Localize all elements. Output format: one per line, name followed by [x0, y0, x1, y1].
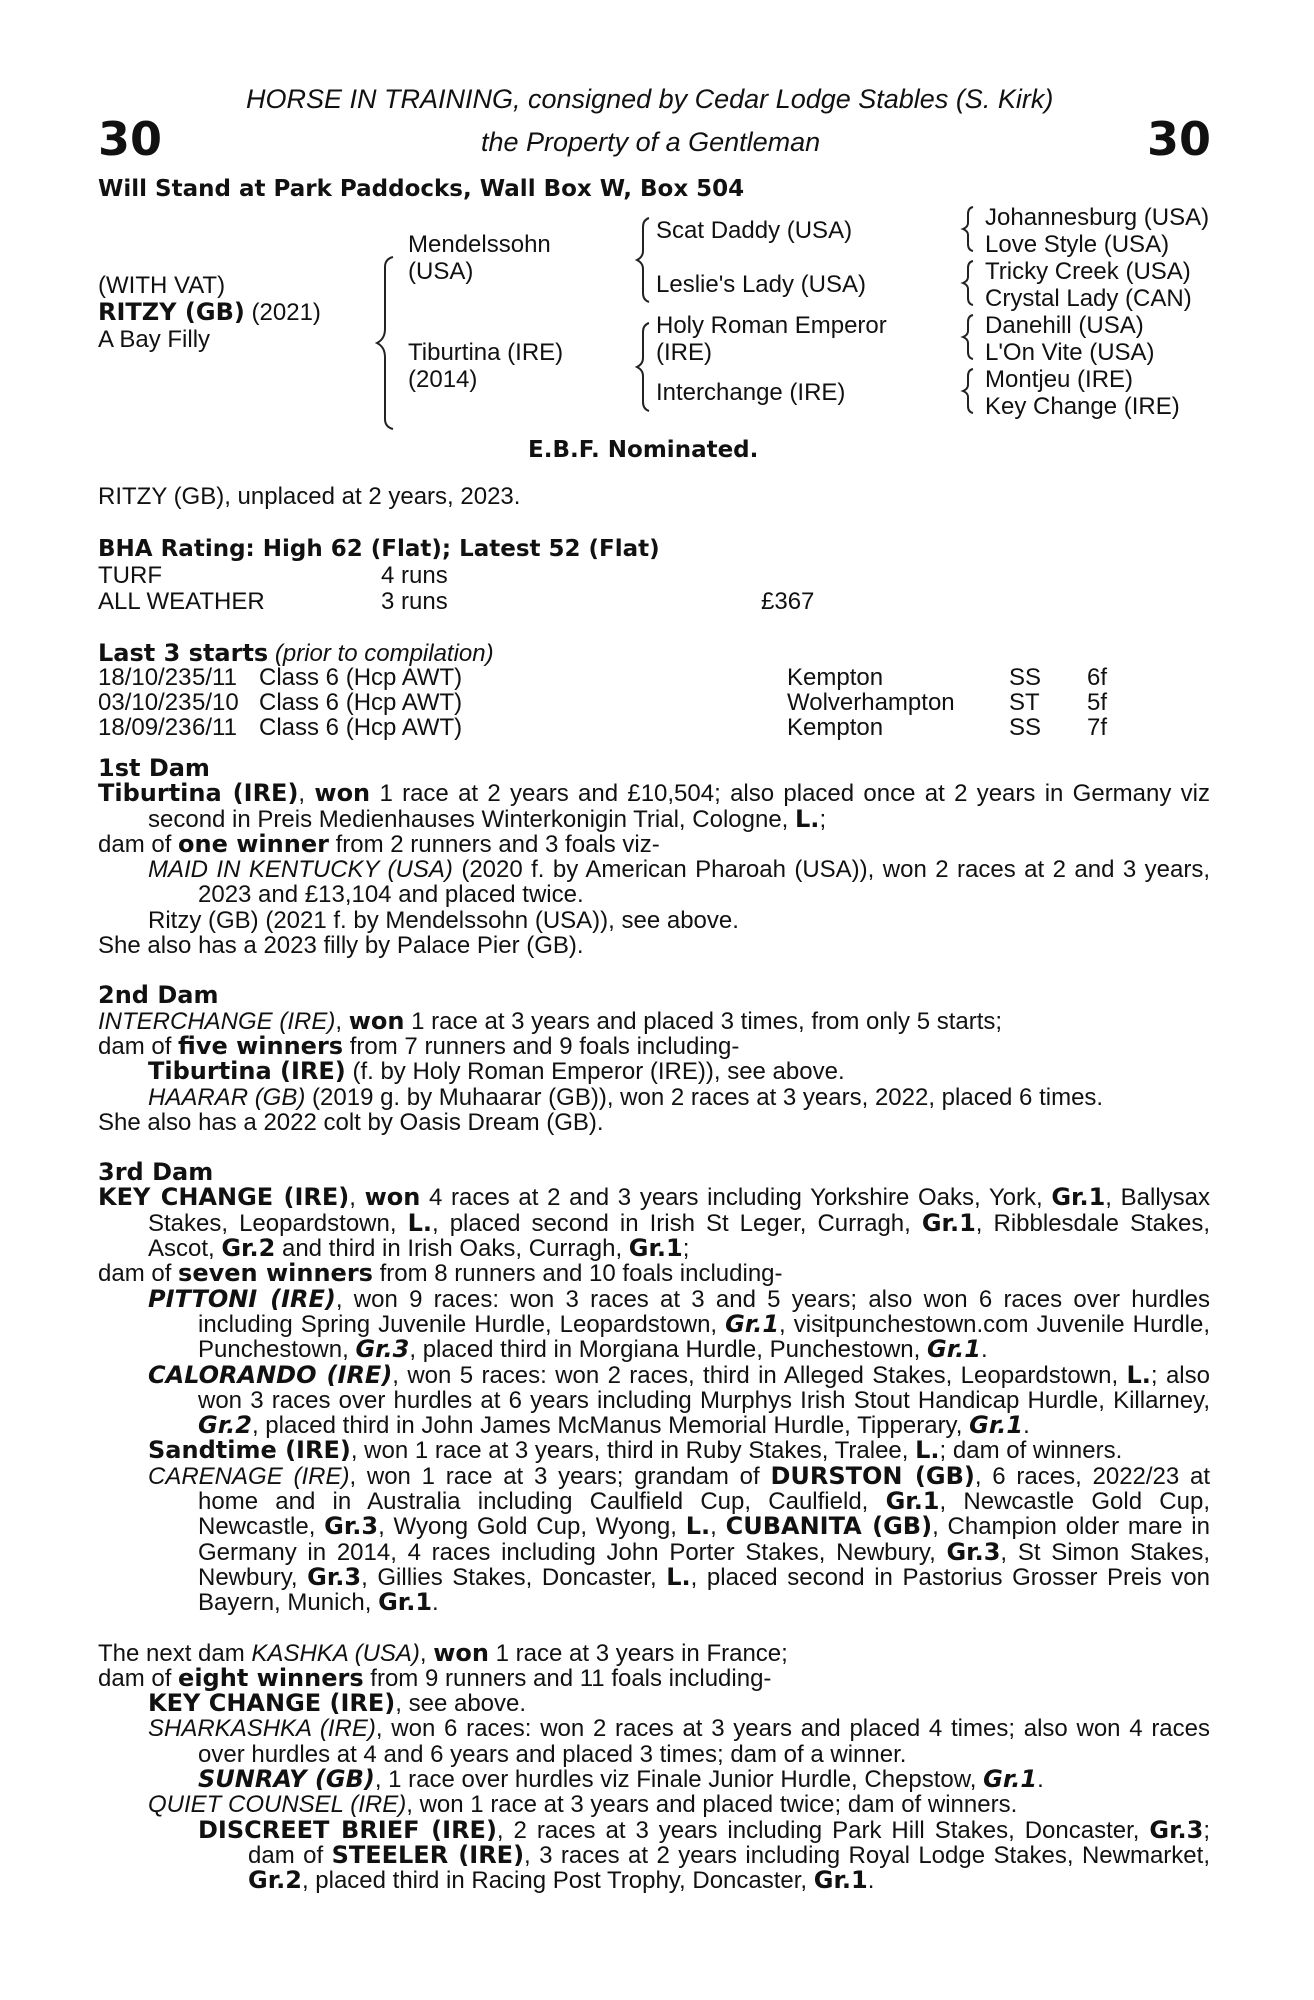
winners-count: five winners [178, 1031, 344, 1060]
pedigree-g3: Crystal Lady (CAN) [985, 285, 1192, 312]
second-dam-produce-intro [98, 1031, 1210, 1060]
dam-of: dam of [98, 1664, 179, 1692]
punct: . [1037, 1765, 1044, 1793]
pedigree-sire-sire: Scat Daddy (USA) [656, 217, 853, 244]
produce-text: , see above. [395, 1690, 527, 1718]
produce-text: from 8 runners and 10 foals including- [372, 1260, 783, 1288]
produce-name: Sandtime (IRE) [148, 1436, 351, 1465]
pedigree-g6: Montjeu (IRE) [985, 366, 1134, 393]
pedigree-bracket-2b [633, 320, 655, 415]
produce-sandtime [98, 1438, 1210, 1463]
start-going: ST [1009, 689, 1040, 716]
pedigree-bracket-3c [959, 312, 979, 362]
pedigree-bracket-3a [959, 204, 979, 254]
grade-label: L. [795, 804, 820, 833]
start-date: 18/10/23 [98, 664, 192, 691]
pedigree-g7: Key Change (IRE) [985, 393, 1180, 420]
produce-text: , 1 race over hurdles viz Finale Junior Hurdle, Chepstow, [374, 1765, 984, 1793]
winners-count: seven winners [178, 1259, 373, 1288]
sire-name: Mendelssohn [408, 231, 551, 258]
record-text: The next dam [98, 1639, 252, 1667]
first-dam-text: 1 race at 2 years and £10,504; also placed once at 2 years in Germany viz second in Preis Medienhauses Winterkonigin Trial, Cologne, [148, 780, 1210, 833]
record-text: and third in Irish Oaks, Curragh, [275, 1235, 629, 1263]
produce-name: MAID IN KENTUCKY (USA) [148, 856, 453, 884]
start-distance: 6f [1087, 664, 1108, 691]
produce-name: CARENAGE (IRE) [148, 1462, 350, 1490]
bha-rating: BHA Rating: High 62 (Flat); Latest 52 (Flat) [98, 536, 660, 562]
produce-text: , won 6 races: won 2 races at 3 years and placed 4 times; also won 4 races over hurdles at 4 and 6 years and placed 3 times; dam of a winner. [198, 1715, 1211, 1768]
pedigree-g0: Johannesburg (USA) [985, 204, 1210, 231]
produce-text: , 2 races at 3 years including Park Hill Stakes, Doncaster, [496, 1816, 1150, 1844]
start-class: Class 6 (Hcp AWT) [259, 714, 463, 741]
pedigree-bracket-3b [959, 258, 979, 308]
produce-text: ; dam of winners. [939, 1437, 1123, 1465]
dam-year: (2014) [408, 366, 478, 393]
produce-text: , Newcastle Gold Cup, Newcastle, [198, 1488, 1210, 1541]
pedigree-bracket-1 [371, 253, 401, 433]
dam-of: dam of [98, 1032, 179, 1060]
record-text: , Ballysax Stakes, Leopardstown, [148, 1184, 1210, 1237]
produce-carenage [98, 1461, 1211, 1617]
produce-name: PITTONI (IRE) [148, 1284, 336, 1313]
table-row [98, 690, 1107, 715]
pedigree-bracket-3d [959, 366, 979, 416]
produce-text: from 2 runners and 3 foals viz- [328, 830, 660, 858]
produce-text: (f. by Holy Roman Emperor (IRE)), see above. [345, 1058, 845, 1086]
grade-label: Gr.1 [885, 1487, 940, 1516]
stand-line: Will Stand at Park Paddocks, Wall Box W, Box 504 [98, 176, 745, 202]
consignor-line: HORSE IN TRAINING, consigned by Cedar Lodge Stables (S. Kirk) [246, 84, 1054, 114]
grade-label: Gr.2 [221, 1234, 276, 1263]
aw-label: ALL WEATHER [98, 588, 265, 615]
produce-discreet-brief [98, 1815, 1210, 1895]
horse-name: RITZY (GB) [98, 298, 245, 326]
produce-name: DURSTON (GB) [770, 1461, 975, 1490]
produce-name: Tiburtina (IRE) [148, 1057, 346, 1086]
produce-name: HAARAR (GB) [148, 1083, 306, 1111]
record-text: 1 race at 3 years in France; [489, 1639, 788, 1667]
winners-count: eight winners [178, 1663, 364, 1692]
third-dam-produce-intro [98, 1261, 1210, 1286]
start-position: 5/11 [192, 664, 237, 691]
horse-identity [98, 299, 321, 326]
table-row [98, 665, 1107, 690]
produce-text: , placed third in John James McManus Memorial Hurdle, Tipperary, [251, 1412, 970, 1440]
dam-sire-country: (IRE) [656, 339, 712, 366]
produce-text: , won 9 races: won 3 races at 3 and 5 years; also won 6 races over hurdles including Spring Juvenile Hurdle, Leopardstown, [198, 1285, 1211, 1338]
produce-text: ; also won 3 races over hurdles at 6 years including Murphys Irish Stout Handicap Hurdle, Killarney, [198, 1361, 1210, 1414]
produce-text: (2019 g. by Muhaarar (GB)), won 2 races at 3 years, 2022, placed 6 times. [305, 1083, 1104, 1111]
produce-text: , St Simon Stakes, Newbury, [198, 1538, 1211, 1591]
start-position: 5/10 [192, 689, 239, 716]
first-dam-also: She also has a 2023 filly by Palace Pier (GB). [98, 932, 584, 960]
record-text: 4 races at 2 and 3 years including Yorkshire Oaks, York, [420, 1184, 1052, 1212]
won-label: won [314, 779, 371, 808]
second-dam-produce-2 [98, 1085, 1210, 1110]
pedigree-bracket-2a [633, 215, 655, 305]
pedigree-dam [408, 339, 563, 393]
produce-name: KEY CHANGE (IRE) [148, 1689, 396, 1718]
pedigree-g1: Love Style (USA) [985, 231, 1170, 258]
grade-label: L. [666, 1562, 691, 1591]
punct: ; [819, 805, 827, 833]
horse-description: A Bay Filly [98, 326, 211, 353]
produce-text: , placed second in Pastorius Grosser Preis von Bayern, Munich, [198, 1563, 1210, 1617]
second-dam-produce-1 [98, 1059, 1210, 1084]
vat-note: (WITH VAT) [98, 272, 226, 299]
grade-label: Gr.2 [248, 1866, 302, 1895]
last-starts-heading [98, 640, 494, 667]
start-class: Class 6 (Hcp AWT) [259, 689, 463, 716]
won-label: won [433, 1638, 489, 1667]
pedigree-sire-dam: Leslie's Lady (USA) [656, 271, 866, 298]
start-distance: 5f [1087, 689, 1108, 716]
first-dam-record: Tiburtina (IRE), won 1 race at 2 years and £10,504; also placed once at 2 years in Germany viz second in Preis Medienhauses Winterkonigin Trial, Cologne, L.; [98, 779, 1210, 833]
first-dam-produce-1 [98, 857, 1210, 908]
pedigree-g5: L'On Vite (USA) [985, 339, 1155, 366]
produce-text: from 7 runners and 9 foals including- [343, 1032, 740, 1060]
ebf-note: E.B.F. Nominated. [528, 437, 759, 463]
last-starts-note: (prior to compilation) [274, 640, 494, 667]
third-dam-name: KEY CHANGE (IRE) [98, 1183, 350, 1212]
produce-name: SUNRAY (GB) [198, 1764, 375, 1793]
grade-label: Gr.1 [628, 1234, 683, 1263]
won-label: won [364, 1183, 421, 1212]
grade-label: L. [685, 1512, 711, 1541]
punct: . [1023, 1412, 1030, 1440]
last-starts-table [98, 665, 1107, 740]
produce-sunray [98, 1764, 1210, 1793]
punct: . [980, 1336, 988, 1364]
punct: . [432, 1589, 439, 1617]
start-position: 6/11 [192, 714, 237, 741]
table-row [98, 715, 1107, 740]
third-dam-heading: 3rd Dam [98, 1158, 214, 1187]
produce-text: , 6 races, 2022/23 at home and in Australia including Caulfield Cup, Caulfield, [198, 1462, 1211, 1516]
produce-text: , placed third in Racing Post Trophy, Doncaster, [301, 1867, 814, 1895]
produce-text: , visitpunchestown.com Juvenile Hurdle, Punchestown, [198, 1310, 1210, 1364]
produce-text: , Wyong Gold Cup, Wyong, [378, 1513, 686, 1541]
produce-text: , won 1 race at 3 years and placed twice; dam of winners. [406, 1791, 1018, 1819]
produce-keychange [98, 1691, 1210, 1716]
winners-count: one winner [178, 829, 329, 858]
next-dam-produce-intro [98, 1663, 1210, 1692]
produce-name: CALORANDO (IRE) [148, 1360, 393, 1389]
second-dam-heading: 2nd Dam [98, 981, 219, 1010]
horse-year: (2021) [251, 299, 321, 326]
produce-text: , 3 races at 2 years including Royal Lodge Stakes, Newmarket, [524, 1841, 1210, 1869]
produce-text: , won 5 races: won 2 races, third in Alleged Stakes, Leopardstown, [392, 1361, 1127, 1389]
dam-name: Tiburtina (IRE) [408, 339, 564, 366]
produce-calorando [98, 1360, 1210, 1440]
race-summary: RITZY (GB), unplaced at 2 years, 2023. [98, 483, 521, 510]
sire-country: (USA) [408, 258, 474, 285]
grade-label: Gr.2 [198, 1411, 252, 1440]
pedigree-g4: Danehill (USA) [985, 312, 1144, 339]
produce-text: , won 1 race at 3 years; grandam of [349, 1462, 771, 1490]
won-label: won [348, 1006, 405, 1035]
grade-label: Gr.1 [1051, 1183, 1106, 1212]
dam-sections [98, 756, 1210, 1893]
aw-prize: £367 [761, 588, 815, 615]
next-dam-name: KASHKA (USA) [251, 1639, 420, 1667]
start-going: SS [1009, 664, 1042, 691]
grade-label: Gr.3 [946, 1537, 1001, 1566]
aw-runs: 3 runs [381, 588, 448, 615]
produce-name: SHARKASHKA (IRE) [148, 1715, 376, 1743]
grade-label: Gr.3 [355, 1335, 410, 1364]
first-dam-produce-intro [98, 829, 1210, 858]
start-date: 03/10/23 [98, 689, 192, 716]
lot-number-left: 30 [98, 112, 163, 166]
grade-label: Gr.3 [1149, 1815, 1204, 1844]
punct: ; [682, 1235, 690, 1263]
produce-text: , placed third in Morgiana Hurdle, Punchestown, [409, 1336, 927, 1364]
grade-label: Gr.1 [921, 1208, 976, 1237]
second-dam-also: She also has a 2022 colt by Oasis Dream (GB). [98, 1108, 604, 1136]
produce-name: QUIET COUNSEL (IRE) [148, 1791, 407, 1819]
first-dam-name: Tiburtina (IRE) [98, 779, 299, 808]
turf-runs: 4 runs [381, 562, 448, 589]
grade-label: L. [407, 1208, 432, 1237]
third-dam-record: KEY CHANGE (IRE), won 4 races at 2 and 3 years including Yorkshire Oaks, York, Gr.1, Ballysax Stakes, Leopardstown, L., placed second in Irish St Leger, Curragh, Gr.1, Ribblesdale Stakes, Ascot, Gr.2 and third in Irish Oaks, Curragh, Gr.1; [98, 1183, 1210, 1263]
grade-label: L. [915, 1436, 940, 1465]
grade-label: Gr.1 [983, 1764, 1038, 1793]
pedigree-g2: Tricky Creek (USA) [985, 258, 1191, 285]
grade-label: L. [1126, 1360, 1151, 1389]
second-dam-record: INTERCHANGE (IRE), won 1 race at 3 years and placed 3 times, from only 5 starts; [98, 1006, 1003, 1035]
grade-label: Gr.3 [324, 1512, 379, 1541]
produce-text: , Gillies Stakes, Doncaster, [361, 1563, 667, 1591]
grade-label: Gr.1 [969, 1411, 1024, 1440]
record-text: , Ribblesdale Stakes, Ascot, [148, 1209, 1210, 1263]
last-starts-title: Last 3 starts [98, 639, 269, 667]
first-dam-produce-2: Ritzy (GB) (2021 f. by Mendelssohn (USA)), see above. [148, 906, 739, 934]
record-text: , placed second in Irish St Leger, Curragh, [431, 1209, 922, 1237]
produce-name: DISCREET BRIEF (IRE) [198, 1815, 497, 1844]
start-course: Wolverhampton [787, 689, 955, 716]
start-distance: 7f [1087, 714, 1108, 741]
first-dam-heading: 1st Dam [98, 754, 210, 782]
grade-label: Gr.1 [378, 1588, 433, 1617]
start-course: Kempton [787, 664, 884, 691]
grade-label: Gr.1 [813, 1866, 868, 1895]
produce-pittoni [98, 1284, 1211, 1364]
dam-sire-name: Holy Roman Emperor [656, 312, 887, 339]
lot-number-right: 30 [1147, 112, 1212, 166]
next-dam-record: The next dam KASHKA (USA), won 1 race at 3 years in France; [98, 1638, 788, 1667]
pedigree-sire [408, 231, 551, 285]
second-dam-name: INTERCHANGE (IRE) [98, 1007, 336, 1035]
pedigree-dam-sire [656, 312, 887, 366]
turf-label: TURF [98, 562, 162, 589]
produce-quiet-counsel [98, 1792, 1210, 1817]
produce-text: (2020 f. by American Pharoah (USA)), won 2 races at 2 and 3 years, 2023 and £13,104 and placed twice. [198, 856, 1210, 909]
grade-label: Gr.3 [307, 1562, 362, 1591]
produce-text: from 9 runners and 11 foals including- [363, 1664, 772, 1692]
start-class: Class 6 (Hcp AWT) [259, 664, 463, 691]
produce-text: , won 1 race at 3 years, third in Ruby Stakes, Tralee, [350, 1437, 916, 1465]
punct: , [710, 1513, 726, 1541]
grade-label: Gr.1 [927, 1335, 981, 1364]
produce-sharkashka [98, 1716, 1210, 1767]
produce-text: , Champion older mare in Germany in 2014, 4 races including John Porter Stakes, Newbury, [198, 1513, 1210, 1566]
produce-text: ; dam of [248, 1816, 1210, 1869]
dam-of: dam of [98, 830, 179, 858]
record-text: 1 race at 3 years and placed 3 times, from only 5 starts; [404, 1007, 1003, 1035]
dam-of: dam of [98, 1260, 179, 1288]
produce-name: CUBANITA (GB) [725, 1512, 933, 1541]
grade-label: Gr.1 [725, 1309, 780, 1338]
produce-name: STEELER (IRE) [331, 1840, 525, 1869]
pedigree-dam-dam: Interchange (IRE) [656, 379, 846, 406]
punct: . [867, 1867, 875, 1895]
start-date: 18/09/23 [98, 714, 192, 741]
property-line: the Property of a Gentleman [481, 127, 821, 157]
start-going: SS [1009, 714, 1042, 741]
start-course: Kempton [787, 714, 884, 741]
